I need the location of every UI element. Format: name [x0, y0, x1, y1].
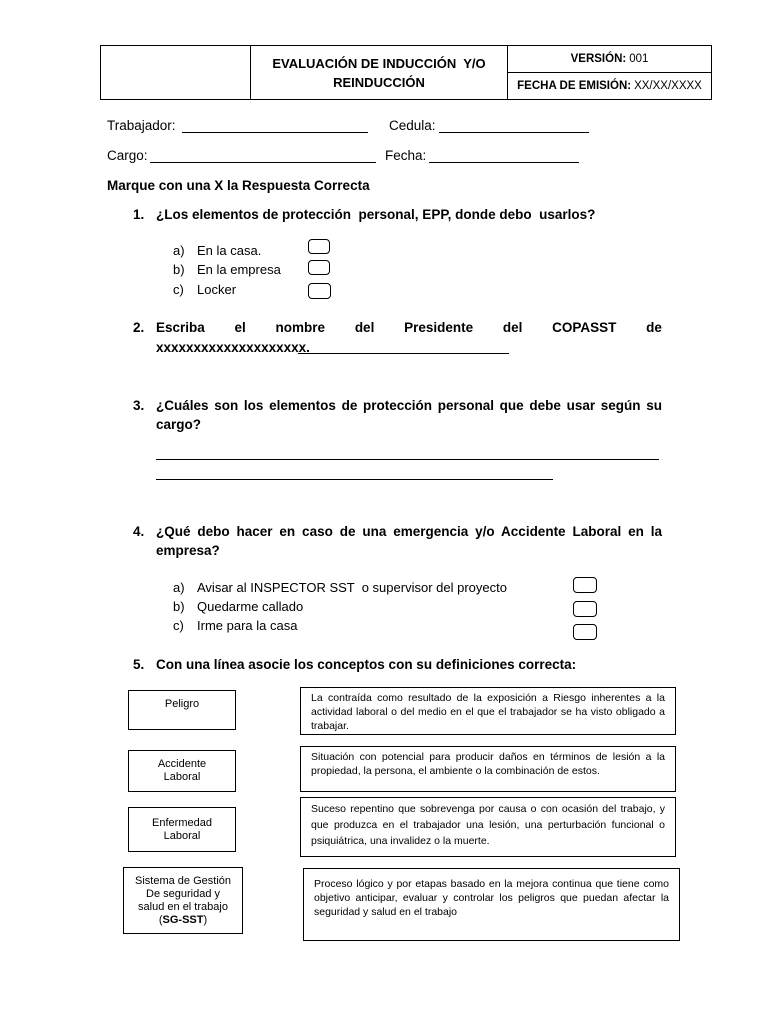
question-3	[0, 396, 768, 436]
concept-accidente-laboral[interactable]	[128, 750, 236, 792]
concept-accidente-line-1: Accidente	[157, 758, 207, 770]
q2-word: del	[354, 320, 375, 335]
worker-label: Trabajador:	[107, 118, 176, 133]
definition-1[interactable]: La contraída como resultado de la exposición a Riesgo inherentes a la actividad laboral o del medio en el que el trabajador se ha visto obligado a trabajar.	[300, 687, 676, 735]
q4-option-a	[0, 580, 768, 598]
question-2-number: 2.	[133, 320, 145, 335]
q4-option-c-letter: c)	[173, 618, 184, 633]
q1-option-a-text: En la casa.	[197, 243, 262, 258]
q2-word: del	[502, 320, 523, 335]
position-input-line[interactable]	[150, 162, 376, 163]
concept-peligro-label: Peligro	[164, 697, 200, 710]
q4-option-a-text: Avisar al INSPECTOR SST o supervisor del proyecto	[197, 580, 507, 595]
q1-option-b-checkbox[interactable]	[308, 260, 330, 275]
issue-date-label: FECHA DE EMISIÓN:	[517, 80, 632, 92]
question-3-line-1: ¿Cuáles son los elementos de protección personal que debe usar según su	[156, 398, 662, 413]
q1-option-c	[0, 282, 768, 300]
version-value: 001	[629, 53, 649, 65]
question-2	[0, 318, 768, 358]
document-title	[251, 46, 508, 99]
header-meta	[508, 46, 711, 99]
q4-option-b-text: Quedarme callado	[197, 599, 304, 614]
concept-sgsst-line-3: salud en el trabajo	[138, 900, 228, 913]
instruction-text: Marque con una X la Respuesta Correcta	[107, 178, 370, 193]
question-4-line-2: empresa?	[156, 543, 220, 558]
question-2-line-1	[156, 318, 662, 337]
concept-sgsst-paren-open: (	[158, 913, 163, 926]
question-5	[0, 655, 768, 675]
question-3-line-2: cargo?	[156, 417, 202, 432]
q4-option-b-checkbox[interactable]	[573, 601, 597, 617]
version-label: VERSIÓN:	[570, 53, 627, 65]
issue-date-value: XX/XX/XXXX	[634, 80, 702, 92]
id-input-line[interactable]	[439, 132, 589, 133]
q4-option-c-text: Irme para la casa	[197, 618, 298, 633]
q2-word: de	[646, 320, 662, 335]
definition-3[interactable]: Suceso repentino que sobrevenga por causa o con ocasión del trabajo, y que produzca en el trabajador una lesión, una perturbación funcional o psiquiátrica, una invalidez o la muerte.	[300, 797, 676, 857]
question-3-number: 3.	[133, 398, 145, 413]
date-input-line[interactable]	[429, 162, 579, 163]
q1-option-c-text: Locker	[197, 282, 237, 297]
question-1-text: ¿Los elementos de protección personal, EPP, donde debo usarlos?	[156, 207, 596, 222]
q1-option-b	[0, 262, 768, 280]
concept-sgsst-acronym: SG-SST	[162, 913, 204, 926]
question-2-line-2: xxxxxxxxxxxxxxxxxxxx.	[156, 340, 310, 355]
concept-enfermedad-laboral[interactable]	[128, 807, 236, 852]
question-4-number: 4.	[133, 524, 145, 539]
title-line-2: REINDUCCIÓN	[333, 74, 425, 90]
q1-option-a-checkbox[interactable]	[308, 239, 330, 254]
q4-option-a-checkbox[interactable]	[573, 577, 597, 593]
id-label: Cedula:	[389, 118, 436, 133]
title-line-1: EVALUACIÓN DE INDUCCIÓN Y/O	[272, 55, 486, 71]
question-5-text: Con una línea asocie los conceptos con su definiciones correcta:	[156, 657, 577, 672]
definition-4[interactable]: Proceso lógico y por etapas basado en la mejora continua que tiene como objetivo anticipar, evaluar y controlar los peligros que puedan afectar la seguridad y salud en el trabajo	[303, 868, 680, 941]
q2-word: nombre	[275, 320, 326, 335]
issue-date-row	[508, 73, 711, 99]
concept-sgsst-line-1: Sistema de Gestión	[135, 874, 231, 887]
document-header	[100, 45, 712, 100]
q2-word: Presidente	[404, 320, 474, 335]
q4-option-a-letter: a)	[173, 580, 185, 595]
q2-word: el	[234, 320, 246, 335]
logo-cell	[101, 46, 251, 99]
version-row	[508, 46, 711, 73]
date-label: Fecha:	[385, 148, 427, 163]
question-1-number: 1.	[133, 207, 145, 222]
concept-peligro[interactable]	[128, 690, 236, 730]
q3-answer-line-1[interactable]	[156, 459, 659, 460]
definition-2[interactable]: Situación con potencial para producir daños en términos de lesión a la propiedad, la persona, el ambiente o la combinación de estos.	[300, 746, 676, 792]
q3-answer-line-2[interactable]	[156, 479, 553, 480]
concept-sgsst-line-4	[159, 914, 207, 927]
concept-sgsst-paren-close: )	[203, 913, 208, 926]
question-1	[0, 205, 768, 225]
concept-accidente-line-2: Laboral	[163, 771, 201, 783]
concept-sgsst-line-2: De seguridad y	[146, 887, 220, 900]
question-4	[0, 522, 768, 562]
q4-option-c-checkbox[interactable]	[573, 624, 597, 640]
position-label: Cargo:	[107, 148, 148, 163]
concept-sg-sst[interactable]	[123, 867, 243, 934]
q2-answer-line[interactable]	[298, 353, 509, 354]
q1-option-b-letter: b)	[173, 262, 185, 277]
q1-option-c-checkbox[interactable]	[308, 283, 331, 299]
q4-option-b	[0, 599, 768, 617]
q4-option-b-letter: b)	[173, 599, 185, 614]
q1-option-c-letter: c)	[173, 282, 184, 297]
question-5-number: 5.	[133, 657, 145, 672]
question-4-line-1: ¿Qué debo hacer en caso de una emergencia y/o Accidente Laboral en la	[156, 524, 662, 539]
concept-enfermedad-line-2: Laboral	[163, 829, 201, 842]
q4-option-c	[0, 618, 768, 636]
q2-word: COPASST	[552, 320, 617, 335]
q1-option-b-text: En la empresa	[197, 262, 281, 277]
worker-input-line[interactable]	[182, 132, 368, 133]
q2-word: Escriba	[156, 320, 205, 335]
q1-option-a	[0, 243, 768, 261]
q1-option-a-letter: a)	[173, 243, 185, 258]
concept-enfermedad-line-1: Enfermedad	[152, 816, 212, 829]
